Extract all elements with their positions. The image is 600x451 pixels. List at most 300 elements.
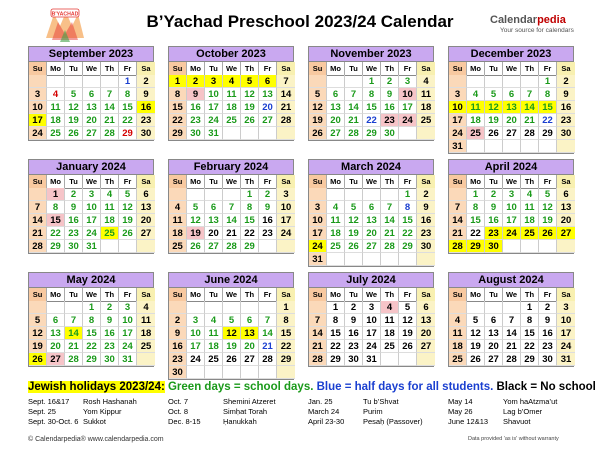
day-cell: 1 [521,301,539,314]
day-cell: 2 [557,75,575,88]
day-cell: 16 [485,214,503,227]
holiday-row [308,417,423,427]
day-cell: 13 [47,327,65,340]
day-cell: 13 [417,314,435,327]
legend-title: Jewish holidays 2023/24: [28,381,165,393]
holiday-date: Sept. 30-Oct. 6 [28,417,79,426]
holiday-row [168,397,276,407]
weekday-label: We [363,288,381,302]
day-cell: 23 [259,227,277,240]
day-cell: 21 [277,101,295,114]
weekday-header [449,62,573,75]
holiday-name: Yom haAtzma’ut [503,397,558,406]
day-cell: 21 [381,227,399,240]
day-cell [521,240,539,253]
day-cell: 30 [557,127,575,140]
weekday-label: We [503,175,521,189]
day-cell: 11 [467,101,485,114]
day-cell: 25 [47,127,65,140]
day-cell: 30 [101,353,119,366]
weekday-label: Su [29,62,47,76]
day-cell: 21 [65,340,83,353]
day-cell [259,240,277,253]
day-cell: 19 [29,340,47,353]
day-cell: 5 [241,75,259,88]
weekday-label: Sa [557,288,575,302]
day-cell: 26 [223,353,241,366]
day-cell: 21 [223,227,241,240]
day-cell: 13 [241,327,259,340]
month-title: March 2024 [309,160,433,175]
day-cell: 4 [521,188,539,201]
day-cell: 20 [259,101,277,114]
day-cell: 29 [277,353,295,366]
day-cell: 8 [327,314,345,327]
day-cell: 18 [449,340,467,353]
day-cell: 5 [65,88,83,101]
day-cell [381,188,399,201]
weekday-label: Tu [485,288,503,302]
day-cell: 9 [539,314,557,327]
day-cell: 10 [119,314,137,327]
day-cell: 19 [65,114,83,127]
day-cell [467,140,485,153]
day-cell: 23 [539,340,557,353]
day-cell: 27 [259,114,277,127]
day-cell: 21 [29,227,47,240]
weekday-label: Mo [187,288,205,302]
weekday-header [309,62,433,75]
day-cell: 6 [137,188,155,201]
day-cell [327,188,345,201]
weekday-label: Tu [65,288,83,302]
day-grid [169,75,293,140]
day-cell: 26 [485,127,503,140]
day-cell: 10 [277,201,295,214]
weekday-label: Tu [65,175,83,189]
day-cell: 22 [467,227,485,240]
day-cell: 29 [467,240,485,253]
day-cell: 20 [503,114,521,127]
day-cell: 6 [241,314,259,327]
holiday-name: Purim [363,407,383,416]
weekday-label: Fr [539,175,557,189]
day-cell: 15 [119,101,137,114]
weekday-label: Su [29,175,47,189]
weekday-label: Th [381,62,399,76]
day-cell: 14 [381,214,399,227]
weekday-label: Fr [259,175,277,189]
day-cell: 3 [449,88,467,101]
day-cell: 7 [29,201,47,214]
day-cell: 14 [345,101,363,114]
day-cell: 25 [449,353,467,366]
day-cell: 5 [223,314,241,327]
day-cell: 29 [241,240,259,253]
day-cell: 5 [399,301,417,314]
day-cell: 1 [119,75,137,88]
day-cell: 19 [223,340,241,353]
day-cell: 2 [539,301,557,314]
day-cell: 30 [345,353,363,366]
day-cell: 23 [485,227,503,240]
day-cell: 4 [223,75,241,88]
weekday-label: Th [521,288,539,302]
holiday-date: March 24 [308,407,340,416]
day-cell: 9 [345,314,363,327]
weekday-label: We [503,62,521,76]
day-cell: 15 [83,327,101,340]
brand-logo[interactable]: Calendarpedia [490,14,566,26]
day-cell: 12 [399,314,417,327]
day-cell: 28 [381,240,399,253]
day-cell: 25 [169,240,187,253]
day-cell: 4 [449,314,467,327]
weekday-label: Th [381,288,399,302]
holiday-row [448,407,557,417]
day-cell [467,301,485,314]
day-cell: 8 [363,88,381,101]
day-cell [223,188,241,201]
day-cell: 28 [101,127,119,140]
day-cell: 17 [557,327,575,340]
weekday-label: Tu [345,288,363,302]
day-cell: 17 [83,214,101,227]
day-cell: 14 [503,327,521,340]
day-cell [241,127,259,140]
day-cell [259,366,277,379]
day-cell: 17 [449,114,467,127]
weekday-label: Su [169,175,187,189]
day-cell: 29 [521,353,539,366]
weekday-label: Tu [205,175,223,189]
weekday-label: Mo [47,62,65,76]
day-cell: 27 [83,127,101,140]
day-cell [399,353,417,366]
weekday-label: Sa [557,175,575,189]
day-cell: 16 [345,327,363,340]
day-cell [223,127,241,140]
day-cell: 19 [119,214,137,227]
day-cell [521,75,539,88]
day-grid [449,301,573,366]
weekday-label: Tu [205,288,223,302]
day-cell [503,301,521,314]
day-cell: 18 [137,327,155,340]
weekday-label: Mo [467,62,485,76]
day-cell: 20 [363,227,381,240]
day-cell: 4 [169,201,187,214]
day-cell: 12 [187,214,205,227]
holiday-name: Rosh Hashanah [83,397,137,406]
day-cell [47,301,65,314]
weekday-label: Th [241,288,259,302]
day-cell: 6 [503,88,521,101]
weekday-label: Mo [47,175,65,189]
day-cell: 16 [381,101,399,114]
day-cell: 22 [521,340,539,353]
day-cell: 9 [169,327,187,340]
day-cell: 22 [399,227,417,240]
day-cell: 23 [381,114,399,127]
day-cell: 18 [467,114,485,127]
day-cell: 17 [119,327,137,340]
day-cell: 13 [327,101,345,114]
weekday-label: Fr [539,288,557,302]
day-cell: 28 [223,240,241,253]
day-cell: 13 [503,101,521,114]
month-december-2023 [448,46,574,154]
day-cell: 15 [363,101,381,114]
day-cell: 24 [363,340,381,353]
day-cell: 21 [345,114,363,127]
month-february-2024 [168,159,294,254]
day-cell: 12 [241,88,259,101]
day-cell [449,188,467,201]
day-cell: 11 [521,201,539,214]
weekday-label: Th [241,175,259,189]
legend [28,381,598,393]
weekday-label: Su [309,175,327,189]
day-cell: 20 [327,114,345,127]
day-cell [381,253,399,266]
weekday-label: We [363,175,381,189]
holiday-date: April 23-30 [308,417,345,426]
day-cell [485,301,503,314]
day-cell: 28 [29,240,47,253]
day-cell: 30 [187,127,205,140]
holiday-name: Tu b’Shvat [363,397,399,406]
month-may-2024 [28,272,154,367]
month-april-2024 [448,159,574,254]
day-cell: 11 [137,314,155,327]
footer-copyright: © Calendarpedia® www.calendarpedia.com [28,436,164,443]
day-cell: 2 [485,188,503,201]
day-cell: 1 [327,301,345,314]
day-cell: 19 [187,227,205,240]
weekday-label: Sa [137,288,155,302]
weekday-label: We [363,62,381,76]
day-cell: 9 [65,201,83,214]
day-cell: 8 [467,201,485,214]
day-cell: 26 [309,127,327,140]
day-cell: 26 [29,353,47,366]
legend-green: Green days = school days. [164,381,314,393]
day-cell [449,301,467,314]
weekday-label: Sa [417,62,435,76]
day-grid [309,301,433,366]
month-september-2023 [28,46,154,141]
day-cell: 2 [417,188,435,201]
day-cell [223,301,241,314]
weekday-label: Sa [137,175,155,189]
month-title: August 2024 [449,273,573,288]
day-cell [557,240,575,253]
day-cell: 18 [327,227,345,240]
svg-text:B'YACHAD: B'YACHAD [51,11,79,18]
weekday-label: Th [101,62,119,76]
holiday-row [28,407,137,417]
day-cell: 4 [327,201,345,214]
day-cell [467,75,485,88]
day-cell: 12 [309,101,327,114]
day-cell: 7 [223,201,241,214]
day-cell: 18 [205,340,223,353]
holiday-date: Jan. 25 [308,397,333,406]
day-cell: 20 [485,340,503,353]
day-cell: 23 [65,227,83,240]
holiday-row [28,397,137,407]
holiday-row [308,397,423,407]
day-cell: 6 [47,314,65,327]
day-cell [65,75,83,88]
day-cell: 15 [399,214,417,227]
day-cell: 17 [277,214,295,227]
day-cell: 1 [467,188,485,201]
weekday-label: We [223,175,241,189]
day-cell: 19 [539,214,557,227]
day-cell: 28 [259,353,277,366]
day-cell: 3 [277,188,295,201]
day-cell: 28 [345,127,363,140]
day-cell: 16 [187,101,205,114]
day-cell [47,75,65,88]
day-cell: 31 [363,353,381,366]
day-cell: 8 [399,201,417,214]
day-cell: 6 [327,88,345,101]
day-cell [187,301,205,314]
day-cell: 5 [467,314,485,327]
day-cell: 6 [83,88,101,101]
day-cell: 10 [449,101,467,114]
day-cell [65,301,83,314]
day-cell: 17 [29,114,47,127]
day-cell: 8 [277,314,295,327]
weekday-header [169,288,293,301]
weekday-label: Mo [327,288,345,302]
footer-note: Data provided 'as is' without warranty [468,436,559,442]
day-cell: 12 [467,327,485,340]
day-grid [309,188,433,266]
day-cell [119,240,137,253]
day-cell: 21 [521,114,539,127]
day-cell: 26 [345,240,363,253]
legend-blue: Blue = half days for all students. [313,381,494,393]
day-cell: 6 [363,201,381,214]
day-cell: 18 [101,214,119,227]
legend-black: Black = No school [493,381,596,393]
weekday-label: Th [521,175,539,189]
day-cell: 23 [345,340,363,353]
weekday-label: Sa [417,175,435,189]
day-cell: 14 [29,214,47,227]
day-cell: 7 [101,88,119,101]
weekday-label: Th [241,62,259,76]
day-cell: 31 [119,353,137,366]
day-grid [29,188,153,253]
day-cell [417,127,435,140]
day-cell [205,188,223,201]
day-cell: 28 [277,114,295,127]
weekday-label: Tu [485,62,503,76]
holiday-column-1 [28,397,137,427]
day-cell: 2 [259,188,277,201]
day-cell: 7 [521,88,539,101]
day-cell: 18 [169,227,187,240]
day-cell [241,366,259,379]
day-grid [309,75,433,140]
day-cell: 25 [137,340,155,353]
day-cell: 2 [65,188,83,201]
day-cell: 19 [467,340,485,353]
day-cell: 7 [449,201,467,214]
day-cell: 24 [187,353,205,366]
weekday-label: Th [101,288,119,302]
day-cell: 19 [309,114,327,127]
day-cell [309,188,327,201]
page-title: B’Yachad Preschool 2023/24 Calendar [146,12,454,31]
day-cell: 27 [557,227,575,240]
weekday-label: Mo [467,175,485,189]
day-cell: 28 [309,353,327,366]
day-cell: 18 [521,214,539,227]
day-cell: 4 [417,75,435,88]
day-cell: 14 [309,327,327,340]
weekday-label: Fr [399,175,417,189]
day-cell: 22 [363,114,381,127]
day-cell: 9 [101,314,119,327]
day-cell: 21 [309,340,327,353]
day-cell: 3 [119,301,137,314]
day-cell: 14 [101,101,119,114]
day-cell: 19 [399,327,417,340]
weekday-label: Su [449,288,467,302]
weekday-label: Th [521,62,539,76]
holiday-row [448,417,557,427]
holiday-date: Sept. 16&17 [28,397,70,406]
day-cell: 13 [137,201,155,214]
weekday-header [449,288,573,301]
holiday-name: Shemini Atzeret [223,397,276,406]
day-cell: 24 [277,227,295,240]
day-cell: 22 [241,227,259,240]
day-cell [399,253,417,266]
day-cell: 7 [309,314,327,327]
day-cell: 17 [187,340,205,353]
day-cell: 5 [485,88,503,101]
day-cell: 6 [417,301,435,314]
day-grid [449,188,573,253]
day-grid [449,75,573,153]
day-cell: 31 [309,253,327,266]
day-cell: 16 [65,214,83,227]
weekday-label: We [83,62,101,76]
day-cell: 16 [169,340,187,353]
day-cell [101,240,119,253]
weekday-label: Fr [259,62,277,76]
day-cell: 3 [205,75,223,88]
day-cell: 23 [101,340,119,353]
day-cell: 16 [101,327,119,340]
day-cell: 1 [169,75,187,88]
day-cell: 27 [363,240,381,253]
weekday-label: Sa [557,62,575,76]
holiday-column-2 [168,397,276,427]
day-cell: 25 [101,227,119,240]
holiday-column-4 [448,397,557,427]
day-cell: 8 [539,88,557,101]
weekday-label: Fr [399,62,417,76]
